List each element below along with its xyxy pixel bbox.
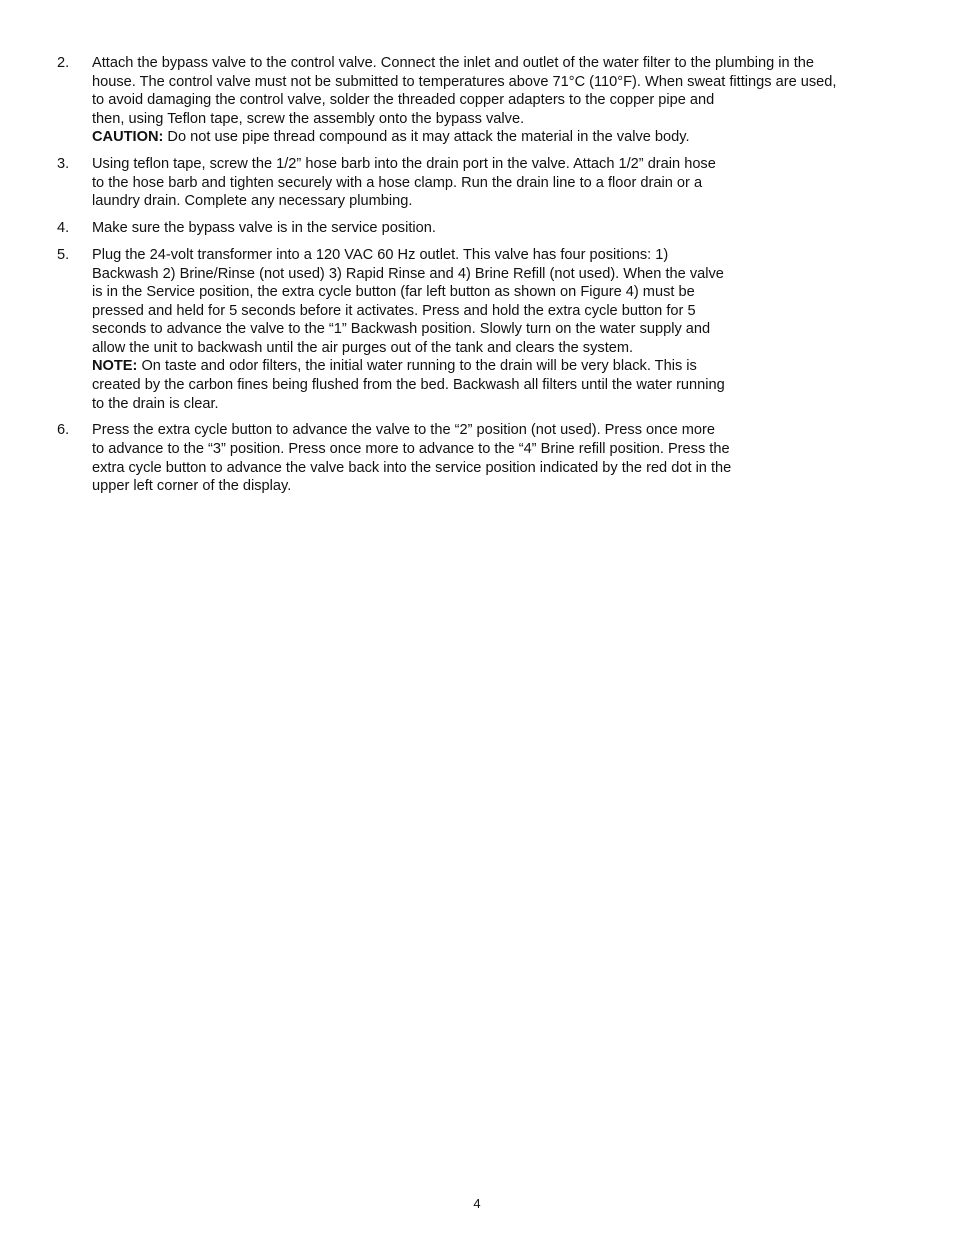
note-label: NOTE: — [92, 358, 138, 375]
step-line: allow the unit to backwash until the air purges out of the tank and clears the system. — [92, 339, 634, 356]
step-line: is in the Service position, the extra cycle button (far left button as shown on Figure 4) must be — [92, 284, 695, 301]
step-number: 3. — [57, 156, 70, 173]
caution-label: CAUTION: — [92, 129, 164, 146]
step-line: Press the extra cycle button to advance the valve to the “2” position (not used). Press once more — [92, 422, 715, 439]
step-number: 2. — [57, 55, 70, 71]
caution-text: Do not use pipe thread compound as it may attack the material in the valve body. — [163, 129, 690, 146]
step-line: to advance to the “3” position. Press once more to advance to the “4” Brine refill position. Press the — [92, 441, 730, 458]
step-line: Using teflon tape, screw the 1/2” hose barb into the drain port in the valve. Attach 1/2” drain hose — [92, 156, 716, 173]
step-line: to the drain is clear. — [92, 395, 219, 412]
step-line: Backwash 2) Brine/Rinse (not used) 3) Rapid Rinse and 4) Brine Refill (not used). When the valve — [92, 265, 724, 282]
note-text: On taste and odor filters, the initial water running to the drain will be very black. This is — [137, 358, 697, 375]
page-number: 4 — [473, 1196, 481, 1211]
note-line — [92, 357, 954, 376]
step-number: 5. — [57, 246, 70, 263]
instruction-list — [0, 54, 954, 504]
step-line: upper left corner of the display. — [92, 478, 292, 495]
step-line: house. The control valve must not be submitted to temperatures above 71°C (110°F). When sweat fittings are used, — [92, 73, 837, 90]
step-line: to the hose barb and tighten securely with a hose clamp. Run the drain line to a floor drain or a — [92, 174, 703, 191]
step-4 — [0, 219, 954, 238]
caution-line — [92, 128, 954, 147]
step-line: laundry drain. Complete any necessary plumbing. — [92, 193, 413, 210]
step-line: Make sure the bypass valve is in the service position. — [92, 220, 436, 237]
step-line: seconds to advance the valve to the “1” Backwash position. Slowly turn on the water supply and — [92, 321, 711, 338]
step-line: extra cycle button to advance the valve back into the service position indicated by the red dot in the — [92, 459, 732, 476]
step-line: then, using Teflon tape, screw the assembly onto the bypass valve. — [92, 110, 525, 127]
step-line: Attach the bypass valve to the control valve. Connect the inlet and outlet of the water filter to the plumbing in the — [92, 55, 815, 71]
step-2 — [0, 54, 954, 147]
step-line: Plug the 24-volt transformer into a 120 VAC 60 Hz outlet. This valve has four positions: 1) — [92, 246, 669, 263]
step-number: 4. — [57, 220, 70, 237]
step-6 — [0, 421, 954, 495]
step-line: pressed and held for 5 seconds before it activates. Press and hold the extra cycle button for 5 — [92, 302, 696, 319]
step-5 — [0, 246, 954, 413]
step-line: to avoid damaging the control valve, solder the threaded copper adapters to the copper pipe and — [92, 92, 715, 109]
step-3 — [0, 155, 954, 211]
step-number: 6. — [57, 422, 70, 439]
step-line: created by the carbon fines being flushed from the bed. Backwash all filters until the water running — [92, 377, 725, 394]
